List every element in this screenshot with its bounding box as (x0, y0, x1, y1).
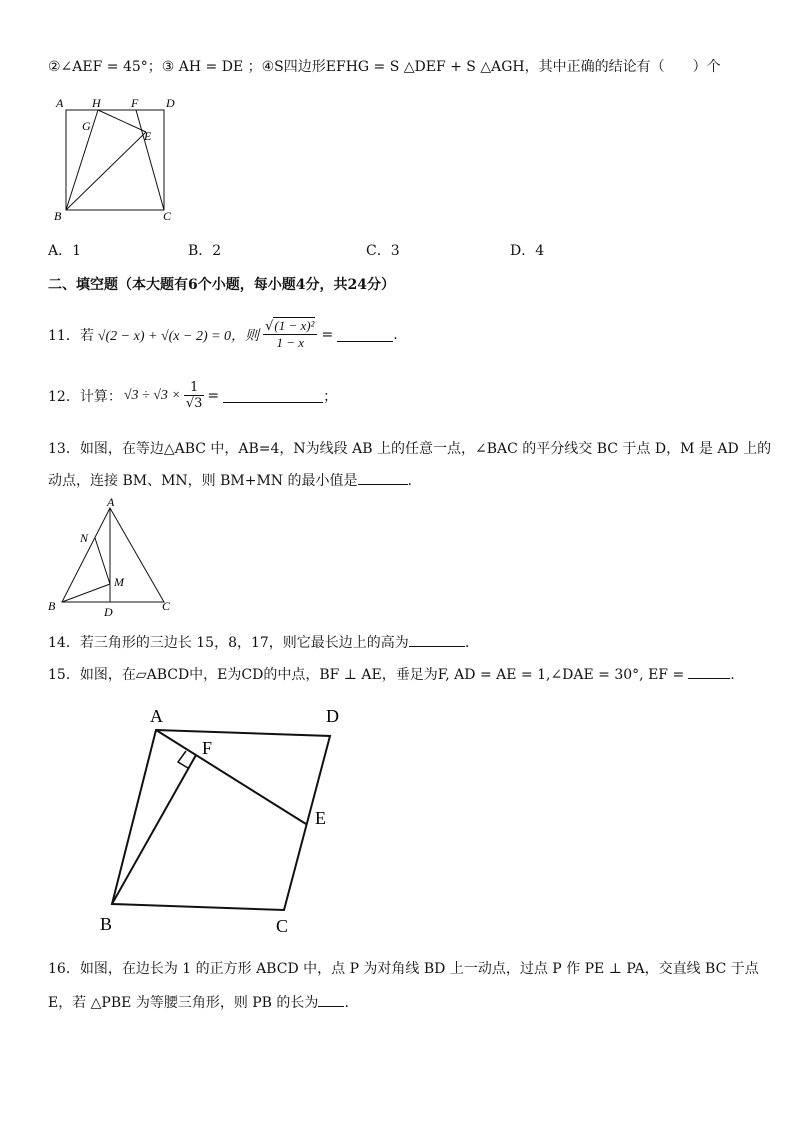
q10-figure (50, 92, 180, 227)
label-f: F (202, 738, 213, 758)
q11-number: 11．若 (48, 327, 94, 344)
q13-line1: 13．如图，在等边△ABC 中，AB=4，N为线段 AB 上的任意一点，∠BAC 的平分线交 BC 于点 D，M 是 AD 上的 (48, 441, 772, 457)
triangle-abc (62, 508, 164, 602)
label-d: D (104, 605, 113, 619)
option-c: C．3 (366, 243, 400, 259)
q12-answer-blank[interactable] (223, 388, 323, 403)
label-h: H (92, 96, 101, 110)
option-d: D．4 (510, 243, 545, 259)
option-b: B．2 (188, 243, 222, 259)
segment-mn (95, 538, 110, 584)
label-d: D (326, 706, 339, 726)
label-b: B (100, 914, 113, 934)
q12-fraction (184, 380, 205, 411)
q11-answer-blank[interactable] (337, 327, 393, 342)
q16-answer-blank[interactable] (318, 992, 344, 1007)
label-n: N (80, 531, 89, 545)
q14-text: 14．若三角形的三边长 15，8，17，则它最长边上的高为 (48, 635, 409, 651)
q11: 11．若 √(2 − x) + √(x − 2) = 0，则 $\frac{\text{√(1 − x)²}}{1 - x}$ = . (48, 318, 398, 350)
label-c: C (162, 599, 171, 613)
q13-answer-blank[interactable] (358, 470, 408, 485)
label-a: A (56, 96, 64, 110)
q11-frac-num: (1 − x)² (274, 318, 315, 333)
q13-line2-text: 动点，连接 BM、MN，则 BM+MN 的最小值是 (48, 473, 358, 489)
q12-tail: ； (323, 388, 338, 405)
q14-answer-blank[interactable] (409, 632, 465, 647)
option-a: A．1 (48, 243, 82, 259)
label-c: C (163, 209, 172, 223)
q12-number: 12．计算： (48, 388, 122, 405)
section-heading: 二、填空题（本大题有6个小题，每小题4分，共24分） (48, 277, 395, 293)
label-a: A (107, 496, 115, 509)
q16-line2-text: E，若 △PBE 为等腰三角形，则 PB 的长为 (48, 995, 319, 1011)
q13-line2 (48, 470, 412, 490)
label-d: D (166, 96, 175, 110)
label-a: A (150, 706, 163, 726)
label-g: G (82, 119, 91, 133)
label-c: C (276, 916, 289, 936)
q15-text: 15．如图，在▱ABCD中，E为CD的中点，BF ⊥ AE，垂足为F, AD = AE = 1,∠DAE = 30°, EF = (48, 667, 685, 683)
segment-bm (62, 584, 110, 602)
right-angle-mark (178, 751, 188, 768)
q15-figure (94, 700, 364, 940)
q12-frac-num: 1 (184, 380, 205, 396)
segment-ae (156, 730, 306, 824)
q16-line1: 16．如图，在边长为 1 的正方形 ABCD 中，点 P 为对角线 BD 上一动点，过点 P 作 PE ⊥ PA，交直线 BC 于点 (48, 961, 759, 977)
q14 (48, 632, 469, 652)
q16-line2 (48, 992, 349, 1012)
label-e: E (315, 808, 326, 828)
segment-bf (112, 755, 196, 904)
label-b: B (48, 599, 56, 613)
q11-fraction: $\frac{\text{√(1 − x)²}}{1 - x}$ (263, 318, 317, 351)
q12-expr: √3 ÷ √3 × (123, 387, 181, 403)
q13-tail: . (407, 473, 412, 489)
segment-cf (136, 110, 164, 210)
q12-frac-den: √3 (185, 396, 203, 411)
q15 (48, 664, 735, 684)
label-m: M (114, 575, 124, 589)
q13-figure (44, 496, 184, 620)
q12: 12．计算： √3 ÷ √3 × $\frac{1}{√3}$ = ； (48, 380, 338, 411)
label-e: E (144, 129, 152, 143)
parallelogram-abcd (112, 730, 330, 910)
label-f: F (131, 96, 139, 110)
q11-frac-den: 1 − x (276, 335, 305, 350)
q14-tail: . (464, 635, 470, 651)
q11-expr: √(2 − x) + √(x − 2) = 0，则 (97, 328, 260, 344)
q15-tail: . (730, 667, 735, 683)
q15-answer-blank[interactable] (688, 664, 730, 679)
q10-statements: ②∠AEF = 45°；③ AH = DE ；④S四边形EFHG = S △DEF + S △AGH，其中正确的结论有（ ）个 (48, 59, 721, 75)
label-b: B (54, 209, 62, 223)
q11-tail: . (393, 326, 398, 343)
q16-tail: . (344, 995, 349, 1011)
